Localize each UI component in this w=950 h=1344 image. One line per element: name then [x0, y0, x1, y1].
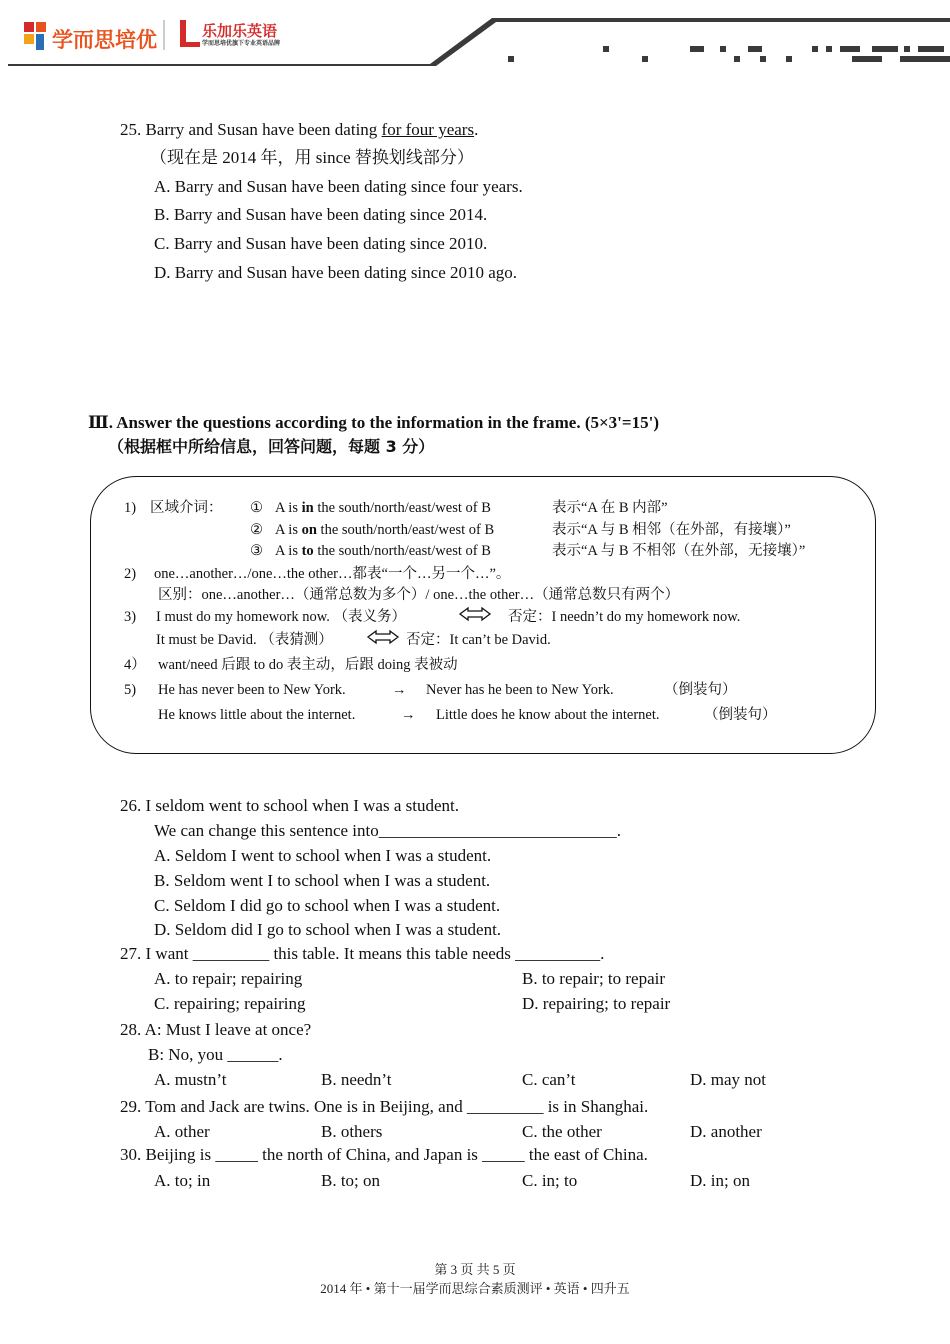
logo-mark-yellow: [24, 34, 34, 44]
double-arrow-icon: [458, 606, 492, 622]
logo-mark-orange: [36, 22, 46, 32]
frame-item-1-label: 区域介词：: [150, 500, 223, 516]
frame-item-3b-negative: 否定：It can’t be David.: [406, 632, 551, 648]
frame-item-2-diff: 区别：one…another…（通常总数为多个）/ one…the other…（通常总数只有两个）: [158, 587, 680, 603]
frame-item-1c-mark: ③: [250, 543, 263, 559]
question-27-stem: 27. I want _________ this table. It means this table needs __________.: [120, 944, 605, 963]
frame-item-3-num: 3): [124, 609, 137, 625]
frame-item-5b: He knows little about the internet.: [158, 707, 356, 723]
question-28-line2: B: No, you ______.: [148, 1045, 283, 1064]
double-arrow-icon: [366, 629, 400, 645]
section-3-title: Ⅲ. Answer the questions according to the information in the frame. (5×3'=15'): [88, 413, 659, 432]
brand-lejiale: 乐加乐英语: [202, 23, 278, 40]
option-27-c: C. repairing; repairing: [154, 994, 306, 1013]
frame-item-1a-meaning: 表示“A 在 B 内部”: [552, 500, 668, 516]
frame-item-3a-negative: 否定：I needn’t do my homework now.: [508, 609, 741, 625]
frame-item-1c-meaning: 表示“A 与 B 不相邻（在外部，无接壤）”: [552, 543, 806, 559]
page-number: 第 3 页 共 5 页: [434, 1262, 516, 1277]
underlined-phrase: for four years: [381, 120, 475, 139]
frame-item-1b: A is on the south/north/east/west of B: [275, 522, 495, 538]
option-30-b: B. to; on: [321, 1171, 381, 1190]
frame-item-5-num: 5): [124, 682, 137, 698]
frame-item-3a: I must do my homework now. （表义务）: [156, 609, 406, 625]
question-26-line2: We can change this sentence into____________________________.: [154, 821, 621, 840]
exam-title: 2014 年 • 第十一届学而思综合素质测评 • 英语 • 四升五: [320, 1281, 630, 1296]
logo-mark-blue: [36, 34, 44, 50]
option-26-b: B. Seldom went I to school when I was a student.: [154, 871, 491, 890]
question-30-stem: 30. Beijing is _____ the north of China, and Japan is _____ the east of China.: [120, 1145, 648, 1164]
option-28-d: D. may not: [690, 1070, 767, 1089]
frame-item-1b-mark: ②: [250, 522, 263, 538]
frame-item-1b-meaning: 表示“A 与 B 相邻（在外部，有接壤）”: [552, 522, 791, 538]
option-29-a: A. other: [154, 1122, 210, 1141]
question-25-note: （现在是 2014 年，用 since 替换划线部分）: [150, 148, 474, 167]
option-25-a: A. Barry and Susan have been dating since four years.: [154, 177, 523, 196]
question-28-stem: 28. A: Must I leave at once?: [120, 1020, 312, 1039]
option-27-b: B. to repair; to repair: [522, 969, 666, 988]
option-25-c: C. Barry and Susan have been dating since 2010.: [154, 234, 488, 253]
frame-item-4: want/need 后跟 to do 表主动，后跟 doing 表被动: [158, 657, 458, 673]
frame-item-2-num: 2): [124, 566, 137, 582]
option-28-a: A. mustn’t: [154, 1070, 227, 1089]
option-26-c: C. Seldom I did go to school when I was a student.: [154, 896, 501, 915]
frame-item-1a: A is in the south/north/east/west of B: [275, 500, 491, 516]
section-3-subtitle: （根据框中所给信息，回答问题，每题 3 分）: [108, 437, 435, 456]
question-25-stem: 25. Barry and Susan have been dating for four years.: [120, 120, 479, 139]
frame-item-5b-inverted: Little does he know about the internet.: [436, 707, 660, 723]
frame-item-5a-inverted: Never has he been to New York.: [426, 682, 614, 698]
option-30-a: A. to; in: [154, 1171, 211, 1190]
option-28-b: B. needn’t: [321, 1070, 392, 1089]
option-26-a: A. Seldom I went to school when I was a student.: [154, 846, 492, 865]
frame-item-5a-note: （倒装句）: [664, 682, 737, 698]
option-28-c: C. can’t: [522, 1070, 576, 1089]
option-30-d: D. in; on: [690, 1171, 750, 1190]
brand-lejiale-sub: 学而思培优旗下专业英语品牌: [202, 41, 281, 47]
lejiale-l-icon: [180, 20, 200, 47]
frame-item-1a-mark: ①: [250, 500, 263, 516]
arrow-right-icon: →: [401, 707, 416, 723]
option-30-c: C. in; to: [522, 1171, 578, 1190]
brand-xueersi: 学而思培优: [52, 29, 157, 52]
arrow-right-icon: →: [392, 682, 407, 698]
question-26-stem: 26. I seldom went to school when I was a student.: [120, 796, 459, 815]
frame-item-5b-note: （倒装句）: [704, 707, 777, 723]
option-29-b: B. others: [321, 1122, 383, 1141]
option-27-a: A. to repair; repairing: [154, 969, 303, 988]
option-29-c: C. the other: [522, 1122, 602, 1141]
frame-item-2: one…another…/one…the other…都表“一个…另一个…”。: [154, 566, 511, 582]
logo-mark-red: [24, 22, 34, 32]
option-27-d: D. repairing; to repair: [522, 994, 671, 1013]
option-25-d: D. Barry and Susan have been dating since 2010 ago.: [154, 263, 518, 282]
question-29-stem: 29. Tom and Jack are twins. One is in Beijing, and _________ is in Shanghai.: [120, 1097, 649, 1116]
option-29-d: D. another: [690, 1122, 762, 1141]
option-25-b: B. Barry and Susan have been dating since 2014.: [154, 205, 488, 224]
frame-item-5a: He has never been to New York.: [158, 682, 346, 698]
frame-item-1c: A is to the south/north/east/west of B: [275, 543, 491, 559]
option-26-d: D. Seldom did I go to school when I was a student.: [154, 920, 502, 939]
frame-item-1-num: 1): [124, 500, 137, 516]
frame-item-4-num: 4）: [124, 657, 146, 673]
frame-item-3b: It must be David. （表猜测）: [156, 632, 333, 648]
